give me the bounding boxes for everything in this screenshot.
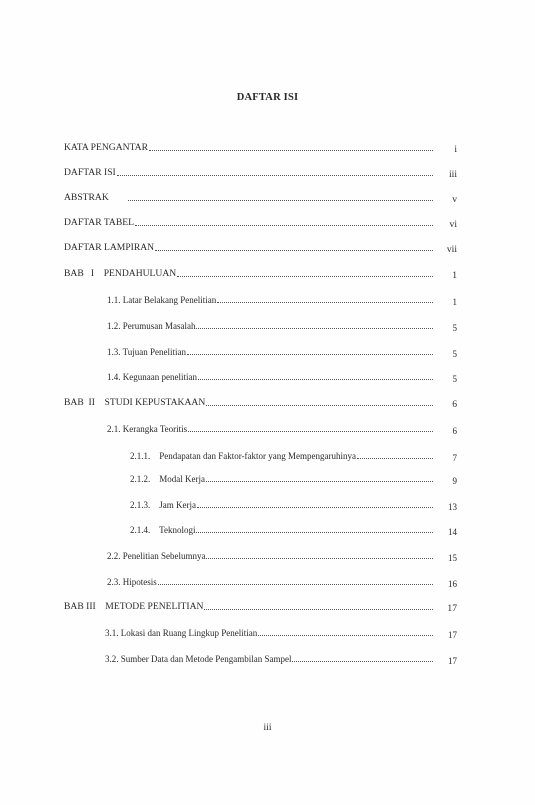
toc-entry-label: 2.2. Penelitian Sebelumnya: [107, 551, 206, 561]
toc-entry-bab-3: [64, 601, 457, 614]
toc-entry-page: 5: [452, 323, 457, 333]
toc-entry-2-1: [107, 423, 457, 436]
toc-entry-page: 17: [448, 656, 457, 666]
toc-entry-1-1: [107, 294, 457, 307]
dot-leader: [206, 558, 433, 559]
dot-leader: [158, 584, 433, 585]
toc-entry-bab-2: [64, 397, 457, 410]
toc-entry-label: 2.1.2. Modal Kerja: [130, 474, 205, 484]
dot-leader: [117, 175, 433, 176]
toc-entry-label: 2.1.1. Pendapatan dan Faktor-faktor yang Mempengaruhinya: [130, 451, 357, 461]
toc-entry-page: 6: [452, 426, 457, 436]
dot-leader: [258, 635, 433, 636]
toc-entry-1-3: [107, 346, 457, 359]
toc-entry-label: 3.1. Lokasi dan Ruang Lingkup Penelitian: [105, 628, 258, 638]
toc-entry-page: 5: [452, 349, 457, 359]
toc-entry-page: 16: [448, 579, 457, 589]
toc-entry-2-1-3: [130, 499, 457, 512]
toc-entry-page: 17: [448, 630, 457, 640]
toc-entry-1-4: [107, 371, 457, 384]
toc-entry-label: 1.3. Tujuan Penelitian: [107, 347, 187, 357]
toc-entry-page: 7: [452, 453, 457, 463]
toc-entry-1-2: [107, 320, 457, 333]
toc-entry-2-3: [107, 576, 457, 589]
toc-entry-label: BAB II STUDI KEPUSTAKAAN: [64, 397, 206, 408]
toc-entry-page: iii: [449, 169, 457, 180]
page-number: iii: [263, 722, 272, 733]
toc-entry-kata-pengantar: [64, 142, 457, 155]
toc-entry-label: 1.1. Latar Belakang Penelitian: [107, 295, 217, 305]
toc-entry-label: DAFTAR TABEL: [64, 217, 134, 228]
toc-entry-daftar-isi: [64, 167, 457, 180]
toc-entry-page: 1: [452, 270, 457, 281]
dot-leader: [198, 379, 433, 380]
dot-leader: [196, 532, 433, 533]
toc-entry-label: 1.2. Perumusan Masalah: [107, 321, 196, 331]
toc-entry-daftar-tabel: [64, 217, 457, 230]
toc-entry-page: 15: [448, 553, 457, 563]
toc-entry-2-1-4: [130, 524, 457, 537]
page-title: DAFTAR ISI: [236, 92, 299, 103]
toc-entry-label: KATA PENGANTAR: [64, 142, 149, 153]
toc-entry-bab-1: [64, 268, 457, 281]
toc-entry-label: DAFTAR ISI: [64, 167, 116, 178]
toc-entry-page: 5: [452, 374, 457, 384]
toc-entry-label: 2.1. Kerangka Teoritis: [107, 424, 188, 434]
dot-leader: [188, 431, 433, 432]
toc-entry-page: 1: [452, 297, 457, 307]
dot-leader: [149, 150, 433, 151]
toc-entry-label: BAB I PENDAHULUAN: [64, 268, 177, 279]
dot-leader: [187, 354, 433, 355]
toc-entry-3-1: [105, 627, 457, 640]
dot-leader: [128, 200, 433, 201]
toc-entry-page: 13: [448, 502, 457, 512]
toc-entry-label: 2.1.4. Teknologi: [130, 525, 196, 535]
toc-entry-label: BAB III METODE PENELITIAN: [64, 601, 204, 612]
dot-leader: [204, 609, 433, 610]
dot-leader: [357, 458, 433, 459]
toc-entry-label: 1.4. Kegunaan penelitian: [107, 372, 197, 382]
toc-entry-label: 2.3. Hipotesis: [107, 577, 157, 587]
dot-leader: [217, 302, 433, 303]
toc-entry-page: 6: [452, 399, 457, 410]
toc-entry-label: ABSTRAK: [64, 192, 109, 203]
toc-entry-page: vi: [449, 219, 457, 230]
toc-entry-2-1-2: [130, 473, 457, 486]
dot-leader: [292, 661, 433, 662]
toc-entry-abstrak: [64, 192, 457, 205]
toc-entry-page: vii: [446, 244, 457, 255]
dot-leader: [196, 328, 433, 329]
toc-entry-3-2: [105, 653, 457, 666]
dot-leader: [135, 225, 433, 226]
toc-entry-label: 2.1.3. Jam Kerja: [130, 500, 196, 510]
toc-entry-2-2: [107, 550, 457, 563]
toc-entry-page: i: [454, 144, 457, 155]
toc-entry-page: v: [452, 194, 457, 205]
toc-entry-daftar-lampiran: [64, 242, 457, 255]
dot-leader: [206, 405, 433, 406]
toc-entry-label: 3.2. Sumber Data dan Metode Pengambilan Sampel: [105, 654, 292, 664]
dot-leader: [177, 276, 433, 277]
toc-entry-page: 17: [447, 603, 457, 614]
toc-entry-2-1-1: [130, 450, 457, 463]
dot-leader: [197, 507, 433, 508]
toc-entry-label: DAFTAR LAMPIRAN: [64, 242, 155, 253]
dot-leader: [155, 250, 433, 251]
toc-entry-page: 14: [448, 527, 457, 537]
toc-entry-page: 9: [452, 476, 457, 486]
dot-leader: [206, 481, 433, 482]
